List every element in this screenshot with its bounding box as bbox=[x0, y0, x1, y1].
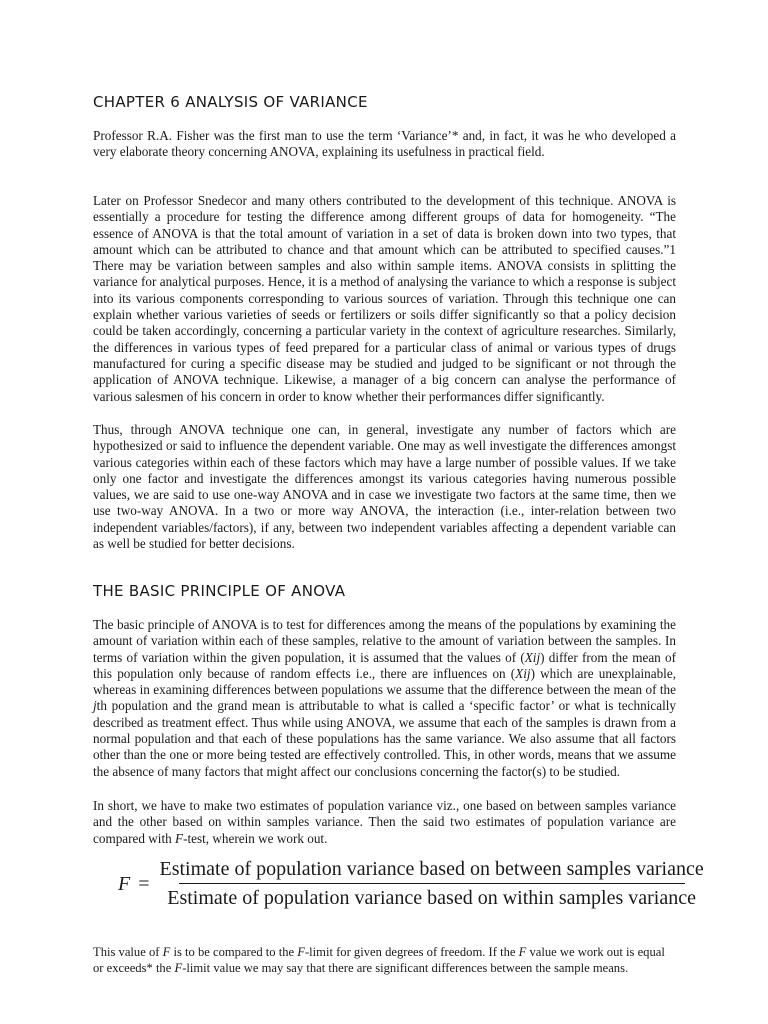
closing-paragraph: This value of F is to be compared to the F-limit for given degrees of freedom. If the F value we work out is equal or exceeds* the F-limit value we may say that there are significant differences between the sample means. bbox=[93, 945, 665, 976]
formula-numerator: Estimate of population variance based on between samples variance bbox=[159, 858, 704, 880]
estimates-paragraph: In short, we have to make two estimates of population variance viz., one based on between samples variance and the other based on within samples variance. Then the said two estimates of population variance are compared with F-test, wherein we work out. bbox=[93, 798, 676, 846]
f-symbol: F bbox=[174, 961, 183, 976]
formula-variable: F bbox=[118, 872, 131, 895]
f-symbol: F bbox=[518, 945, 527, 959]
section-heading: THE BASIC PRINCIPLE OF ANOVA bbox=[93, 582, 346, 600]
formula-equals: = bbox=[138, 872, 150, 895]
f-symbol: F bbox=[162, 945, 171, 959]
f-ratio-formula bbox=[118, 858, 706, 910]
principle-paragraph: The basic principle of ANOVA is to test for differences among the means of the populations by examining the amount of variation within each of these samples, relative to the amount of variation between the samples. In terms of variation within the given population, it is assumed that the values of (Xij) differ from the mean of this population only because of random effects i.e., there are influences on (Xij) which are unexplainable, whereas in examining differences between populations we assume that the difference between the mean of the jth population and the grand mean is attributable to what is called a ‘specific factor’ or what is technically described as treatment effect. Thus while using ANOVA, we assume that each of the samples is drawn from a normal population and that each of these populations has the same variance. We also assume that all factors other than the one or more being tested are effectively controlled. This, in other words, means that we assume the absence of many factors that might affect our conclusions concerning the factor(s) to be studied. bbox=[93, 617, 676, 779]
j-symbol: j bbox=[93, 698, 97, 714]
chapter-heading: CHAPTER 6 ANALYSIS OF VARIANCE bbox=[93, 93, 368, 111]
formula-fraction bbox=[158, 858, 706, 910]
x-ij-symbol: Xij bbox=[515, 665, 531, 681]
formula-denominator: Estimate of population variance based on within samples variance bbox=[167, 887, 696, 910]
f-symbol: F bbox=[297, 945, 305, 959]
x-ij-symbol: Xij bbox=[524, 649, 541, 665]
f-symbol: F bbox=[175, 830, 184, 846]
development-paragraph: Later on Professor Snedecor and many others contributed to the development of this technique. ANOVA is essentially a procedure for testing the difference among different groups of data for homogeneity. “The essence of ANOVA is that the total amount of variation in a set of data is broken down into two types, that amount which can be attributed to chance and that amount which can be attributed to specified causes.”1 There may be variation between samples and also within sample items. ANOVA consists in splitting the variance for analytical purposes. Hence, it is a method of analysing the variance to which a response is subject into its various components corresponding to various sources of variation. Through this technique one can explain whether various varieties of seeds or fertilizers or soils differ significantly so that a policy decision could be taken accordingly, concerning a particular variety in the context of agriculture researches. Similarly, the differences in various types of feed prepared for a particular class of animal or various types of drugs manufactured for curing a specific disease may be studied and judged to be significant or not through the application of ANOVA technique. Likewise, a manager of a big concern can analyse the performance of various salesmen of his concern in order to know whether their performances differ significantly. bbox=[93, 193, 676, 404]
intro-paragraph: Professor R.A. Fisher was the first man to use the term ‘Variance’* and, in fact, it was he who developed a very elaborate theory concerning ANOVA, explaining its usefulness in practical field. bbox=[93, 128, 676, 160]
oneway-twoway-paragraph: Thus, through ANOVA technique one can, in general, investigate any number of factors which are hypothesized or said to influence the dependent variable. One may as well investigate the differences amongst various categories within each of these factors which may have a large number of possible values. If we take only one factor and investigate the differences amongst its various categories having numerous possible values, we are said to use one-way ANOVA and in case we investigate two factors at the same time, then we use two-way ANOVA. In a two or more way ANOVA, the interaction (i.e., inter-relation between two independent variables/factors), if any, between two independent variables affecting a dependent variable can as well be studied for better decisions. bbox=[93, 422, 676, 552]
